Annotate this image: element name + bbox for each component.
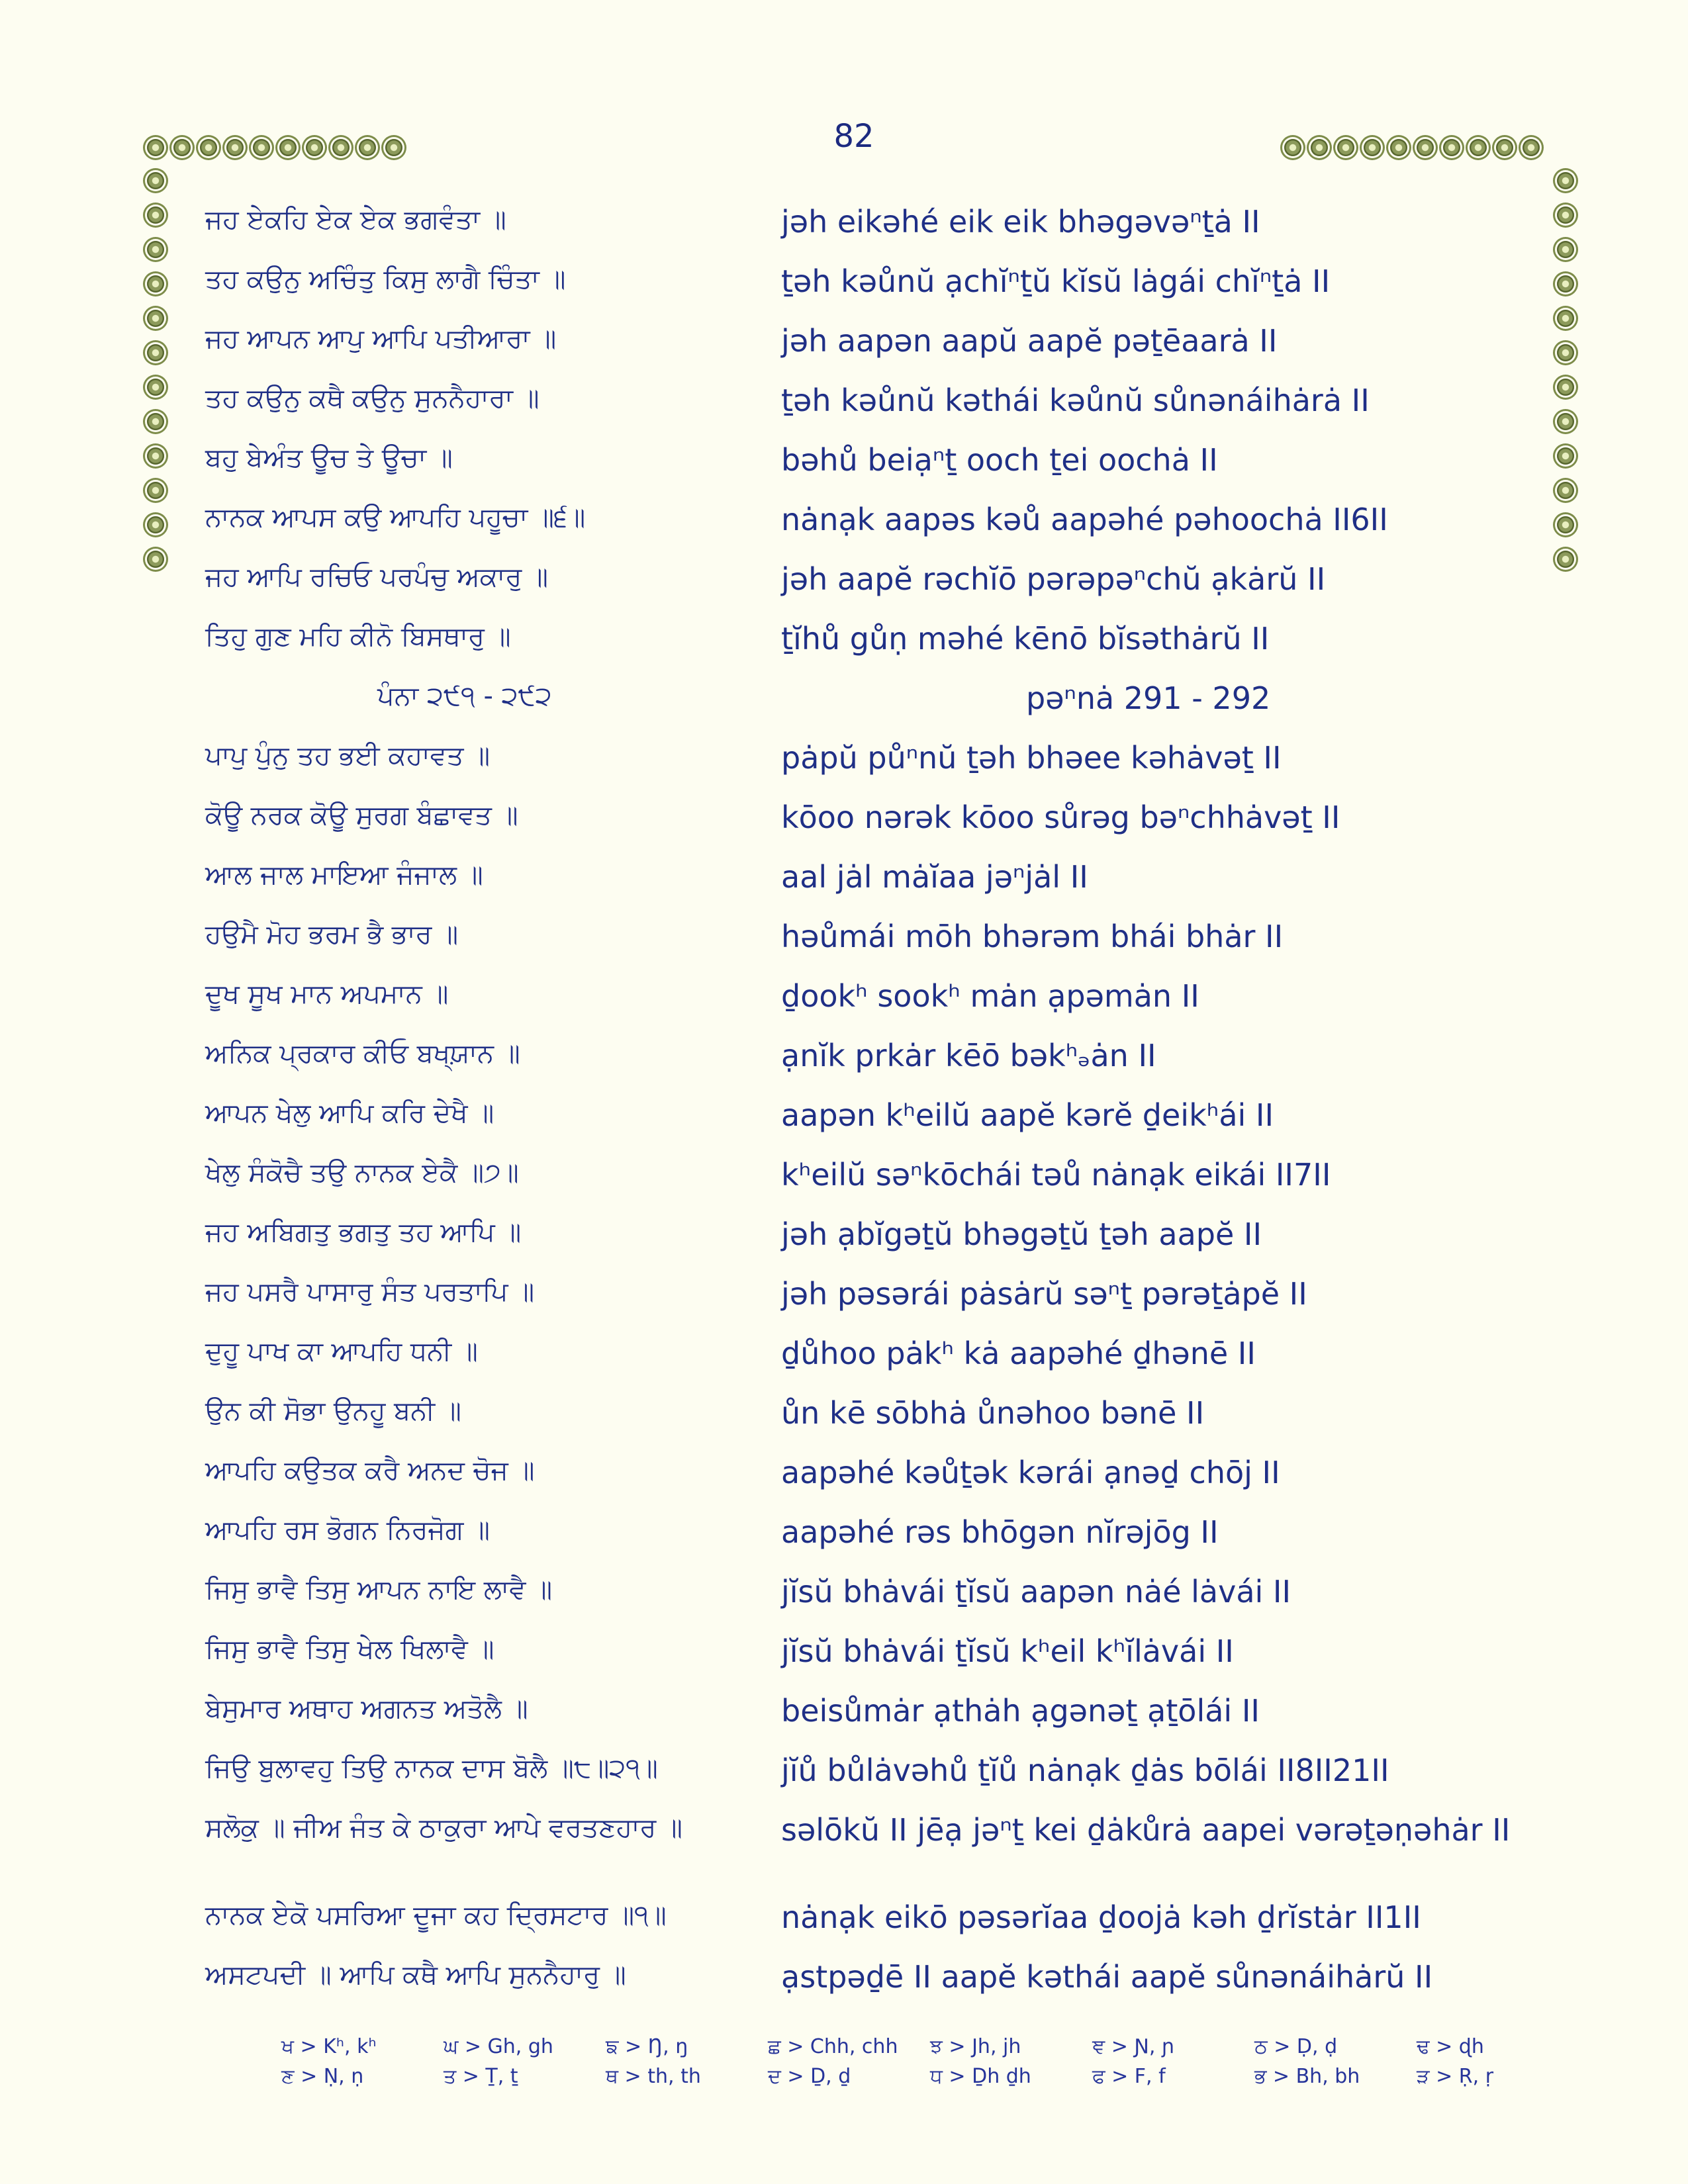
flower-icon — [147, 413, 164, 430]
gurmukhi-text: ਦੂਖ ਸੂਖ ਮਾਨ ਅਪਮਾਨ ॥ — [205, 979, 449, 1009]
transliteration-text: beisůmȧr ạthȧh ạgənəṯ ạṯōlái II — [781, 1693, 1260, 1729]
gurmukhi-text: ਜਹ ਪਸਰੈ ਪਾਸਾਰੁ ਸੰਤ ਪਰਤਾਪਿ ॥ — [205, 1277, 535, 1307]
legend-item: ਠ > Ḍ, ḍ — [1254, 2035, 1338, 2058]
flower-icon — [147, 482, 164, 499]
gurmukhi-text: ਆਪਹਿ ਰਸ ਭੋਗਨ ਨਿਰਜੋਗ ॥ — [205, 1515, 491, 1545]
transliteration-text: bəhů beiạⁿṯ ooch ṯei oochȧ II — [781, 442, 1218, 478]
flower-icon — [1557, 482, 1574, 499]
gurmukhi-text: ਜਹ ਆਪਿ ਰਚਿਓ ਪਰਪੰਚੁ ਅਕਾਰੁ ॥ — [205, 562, 548, 592]
gurmukhi-text: ਜਹ ਆਪਨ ਆਪੁ ਆਪਿ ਪਤੀਆਰਾ ॥ — [205, 324, 557, 354]
verse-line — [205, 1810, 1529, 1897]
flower-icon — [1337, 139, 1354, 156]
legend-item: ਭ > Bh, bh — [1254, 2065, 1360, 2088]
flower-icon — [1470, 139, 1487, 156]
flower-icon — [1523, 139, 1540, 156]
gurmukhi-text: ਜਹ ਅਬਿਗਤੁ ਭਗਤੁ ਤਹ ਆਪਿ ॥ — [205, 1217, 522, 1248]
gurmukhi-text: ਤਿਹੁ ਗੁਣ ਮਹਿ ਕੀਨੋ ਬਿਸਥਾਰੁ ॥ — [205, 621, 511, 652]
flower-icon — [147, 310, 164, 327]
verse-line — [205, 1751, 1529, 1810]
transliteration-text: kōoo nərək kōoo sůrəg bəⁿchhȧvəṯ II — [781, 799, 1340, 835]
gurmukhi-text: ਤਹ ਕਉਨੁ ਕਥੈ ਕਉਨੁ ਸੁਨਨੈਹਾਰਾ ॥ — [205, 383, 539, 414]
transliteration-text: jĭů bůlȧvəhů ṯĭů nȧnạk ḏȧs bōlái II8II21II — [781, 1752, 1389, 1788]
transliteration-text: ạnĭk prkȧr kēō bəkʰₔȧn II — [781, 1038, 1156, 1073]
transliteration-text: jəh aapĕ rəchĭō pərəpəⁿchŭ ạkȧrŭ II — [781, 561, 1326, 597]
transliteration-text: kʰeilŭ səⁿkōchái təů nȧnạk eikái II7II — [781, 1157, 1331, 1193]
transliteration-text: ṯĭhů gůṇ məhé kēnō bĭsəthȧrŭ II — [781, 621, 1270, 657]
gurmukhi-text: ਆਪਹਿ ਕਉਤਕ ਕਰੈ ਅਨਦ ਚੋਜ ॥ — [205, 1455, 535, 1486]
transliteration-text: ṯəh kəůnŭ kəthái kəůnŭ sůnənáihȧrȧ II — [781, 383, 1370, 418]
flower-icon — [1390, 139, 1407, 156]
gurmukhi-text: ਅਨਿਕ ਪ੍ਰਕਾਰ ਕੀਓ ਬਖ੍ਯ਼ਾਨ ॥ — [205, 1038, 520, 1069]
flower-icon — [1557, 275, 1574, 293]
transliteration-text: aal jȧl mȧĭaa jəⁿjȧl II — [781, 859, 1088, 895]
flower-icon — [1284, 139, 1301, 156]
gurmukhi-text: ਅਸਟਪਦੀ ॥ ਆਪਿ ਕਥੈ ਆਪਿ ਸੁਨਨੈਹਾਰੁ ॥ — [205, 1960, 626, 1990]
flower-icon — [385, 139, 402, 156]
verse-line — [205, 1512, 1529, 1572]
flower-icon — [1557, 310, 1574, 327]
flower-icon — [147, 551, 164, 568]
gurmukhi-text: ਉਨ ਕੀ ਸੋਭਾ ਉਨਹੂ ਬਨੀ ॥ — [205, 1396, 461, 1426]
verse-line — [205, 1957, 1529, 2017]
flower-icon — [147, 344, 164, 361]
flower-icon — [359, 139, 376, 156]
gurmukhi-text: ਸਲੋਕੁ ॥ ਜੀਅ ਜੰਤ ਕੇ ਠਾਕੁਰਾ ਆਪੇ ਵਰਤਣਹਾਰ ॥ — [205, 1813, 682, 1843]
gurmukhi-text: ਜਿਸੁ ਭਾਵੈ ਤਿਸੁ ਆਪਨ ਨਾਇ ਲਾਵੈ ॥ — [205, 1574, 553, 1605]
border-top-right — [1284, 139, 1540, 156]
flower-icon — [1364, 139, 1381, 156]
transliteration-text: jəh eikəhé eik eik bhəgəvəⁿṯȧ II — [781, 204, 1260, 240]
transliteration-text: jĭsŭ bhȧvái ṯĭsŭ aapən nȧé lȧvái II — [781, 1574, 1291, 1610]
flower-icon — [1496, 139, 1513, 156]
flower-icon — [1417, 139, 1434, 156]
gurmukhi-text: ਜਹ ਏਕਹਿ ਏਕ ਏਕ ਭਗਵੰਤਾ ॥ — [205, 205, 506, 235]
transliteration-text: ḏůhoo pȧkʰ kȧ aapəhé ḏhənē II — [781, 1336, 1256, 1371]
flower-icon — [1557, 447, 1574, 465]
border-top-left — [147, 139, 402, 156]
legend-item: ਢ > ɖh — [1417, 2035, 1484, 2058]
flower-icon — [253, 139, 270, 156]
verse-list — [205, 202, 1529, 2017]
transliteration-text: pȧpŭ půⁿnŭ ṯəh bhəee kəhȧvəṯ II — [781, 740, 1282, 776]
flower-icon — [147, 275, 164, 293]
transliteration-legend — [281, 2035, 1579, 2088]
flower-icon — [226, 139, 244, 156]
verse-line — [205, 857, 1529, 917]
gurmukhi-text: ਆਲ ਜਾਲ ਮਾਇਆ ਜੰਜਾਲ ॥ — [205, 860, 483, 890]
verse-line — [205, 976, 1529, 1036]
flower-icon — [1557, 172, 1574, 189]
legend-item: ਣ > Ṇ, ṇ — [281, 2065, 364, 2088]
transliteration-text: ḏookʰ sookʰ mȧn ạpəmȧn II — [781, 978, 1199, 1014]
flower-icon — [147, 516, 164, 533]
legend-item: ਫ > F, f — [1092, 2065, 1166, 2088]
verse-line — [205, 738, 1529, 797]
gurmukhi-text: ਖੇਲੁ ਸੰਕੋਚੈ ਤਉ ਨਾਨਕ ਏਕੈ ॥੭॥ — [205, 1158, 519, 1188]
verse-line — [205, 1453, 1529, 1512]
verse-line — [205, 797, 1529, 857]
flower-icon — [147, 172, 164, 189]
gurmukhi-text: ਪਾਪੁ ਪੁੰਨੁ ਤਹ ਭਈ ਕਹਾਵਤ ॥ — [205, 741, 491, 771]
flower-icon — [306, 139, 323, 156]
gurmukhi-text: ਨਾਨਕ ਏਕੋ ਪਸਰਿਆ ਦੂਜਾ ਕਹ ਦ੍ਰਿਸਟਾਰ ॥੧॥ — [205, 1900, 667, 1931]
gurmukhi-text: ਜਿਸੁ ਭਾਵੈ ਤਿਸੁ ਖੇਲ ਖਿਲਾਵੈ ॥ — [205, 1634, 494, 1664]
transliteration-text: jəh ạbĭgəṯŭ bhəgəṯŭ ṯəh aapĕ II — [781, 1216, 1262, 1252]
flower-icon — [1311, 139, 1328, 156]
gurmukhi-text: ਬੇਸੁਮਾਰ ਅਥਾਹ ਅਗਨਤ ਅਤੋਲੈ ॥ — [205, 1694, 528, 1724]
gurmukhi-text: ਆਪਨ ਖੇਲੁ ਆਪਿ ਕਰਿ ਦੇਖੈ ॥ — [205, 1098, 494, 1128]
legend-item: ਤ > Ṯ, ṯ — [444, 2065, 518, 2088]
verse-line — [205, 619, 1529, 678]
gurmukhi-text: ਤਹ ਕਉਨੁ ਅਚਿੰਤੁ ਕਿਸੁ ਲਾਗੈ ਚਿੰਤਾ ॥ — [205, 264, 566, 295]
transliteration-text: həůmái mōh bhərəm bhái bhȧr II — [781, 919, 1284, 954]
flower-icon — [1443, 139, 1460, 156]
border-right — [1557, 172, 1574, 568]
verse-line — [205, 261, 1529, 321]
flower-icon — [147, 241, 164, 258]
transliteration-text: nȧnạk aapəs kəů aapəhé pəhoochȧ II6II — [781, 502, 1388, 537]
flower-icon — [332, 139, 350, 156]
transliteration-text: nȧnạk eikō pəsərĭaa ḏoojȧ kəh ḏrĭstȧr II1II — [781, 1899, 1421, 1935]
transliteration-text: səlōkŭ II jēạ jəⁿṯ kei ḏȧkůrȧ aapei vərəṯəṇəhȧr II — [781, 1812, 1511, 1848]
verse-line — [205, 1631, 1529, 1691]
verse-line — [205, 440, 1529, 500]
verse-line — [205, 500, 1529, 559]
transliteration-text: jəh pəsərái pȧsȧrŭ səⁿṯ pərəṯȧpĕ II — [781, 1276, 1307, 1312]
legend-item: ਦ > Ḏ, ḏ — [768, 2065, 851, 2088]
transliteration-text: ůn kē sōbhȧ ůnəhoo bənē II — [781, 1395, 1205, 1431]
flower-icon — [279, 139, 297, 156]
transliteration-text: aapəhé kəůṯək kərái ạnəḏ chōj II — [781, 1455, 1280, 1490]
flower-icon — [200, 139, 217, 156]
legend-item: ਖ > Kʰ, kʰ — [281, 2035, 377, 2058]
verse-line — [205, 1095, 1529, 1155]
legend-item: ੜ > Ṛ, ṛ — [1417, 2065, 1494, 2088]
verse-line — [205, 381, 1529, 440]
legend-item: ਥ > th, th — [606, 2065, 701, 2088]
flower-icon — [147, 139, 164, 156]
legend-item: ਙ > Ŋ, ŋ — [606, 2035, 688, 2058]
flower-icon — [1557, 516, 1574, 533]
flower-icon — [173, 139, 191, 156]
border-left — [147, 172, 164, 568]
flower-icon — [1557, 206, 1574, 224]
verse-line — [205, 1897, 1529, 1957]
flower-icon — [147, 206, 164, 224]
gurmukhi-page-range: ਪੰਨਾ ੨੯੧ - ੨੯੨ — [377, 681, 552, 711]
verse-line — [205, 1036, 1529, 1095]
legend-item: ਧ > Ḏh ḏh — [930, 2065, 1031, 2088]
transliteration-text: ạstpəḏē II aapĕ kəthái aapĕ sůnənáihȧrŭ II — [781, 1959, 1433, 1995]
verse-line — [205, 1691, 1529, 1751]
page-range-heading — [205, 678, 1529, 738]
gurmukhi-text: ਦੁਹੂ ਪਾਖ ਕਾ ਆਪਹਿ ਧਨੀ ॥ — [205, 1336, 478, 1367]
verse-line — [205, 1155, 1529, 1214]
gurmukhi-text: ਹਉਮੈ ਮੋਹ ਭਰਮ ਭੈ ਭਾਰ ॥ — [205, 919, 459, 950]
verse-line — [205, 1274, 1529, 1334]
transliteration-text: aapəhé rəs bhōgən nĭrəjōg II — [781, 1514, 1219, 1550]
gurmukhi-text: ਕੋਊ ਨਰਕ ਕੋਊ ਸੁਰਗ ਬੰਛਾਵਤ ॥ — [205, 800, 518, 831]
verse-line — [205, 202, 1529, 261]
flower-icon — [1557, 241, 1574, 258]
transliteration-text: jĭsŭ bhȧvái ṯĭsŭ kʰeil kʰĭlȧvái II — [781, 1633, 1234, 1669]
gurmukhi-text: ਬਹੁ ਬੇਅੰਤ ਊਚ ਤੇ ਊਚਾ ॥ — [205, 443, 453, 473]
flower-icon — [1557, 379, 1574, 396]
page-number: 82 — [833, 118, 874, 155]
legend-item: ਛ > Chh, chh — [768, 2035, 898, 2058]
page-range: pəⁿnȧ 291 - 292 — [1026, 680, 1271, 716]
flower-icon — [1557, 413, 1574, 430]
legend-item: ਞ > Ɲ, ɲ — [1092, 2035, 1175, 2058]
verse-line — [205, 1393, 1529, 1453]
verse-line — [205, 559, 1529, 619]
flower-icon — [147, 379, 164, 396]
flower-icon — [147, 447, 164, 465]
verse-line — [205, 1572, 1529, 1631]
gurmukhi-text: ਨਾਨਕ ਆਪਸ ਕਉ ਆਪਹਿ ਪਹੂਚਾ ॥੬॥ — [205, 502, 586, 533]
gurmukhi-text: ਜਿਉ ਬੁਲਾਵਹੁ ਤਿਉ ਨਾਨਕ ਦਾਸ ਬੋਲੈ ॥੮॥੨੧॥ — [205, 1753, 658, 1784]
verse-line — [205, 1334, 1529, 1393]
legend-item: ਘ > Gh, gh — [444, 2035, 553, 2058]
transliteration-text: jəh aapən aapŭ aapĕ pəṯēaarȧ II — [781, 323, 1278, 359]
transliteration-text: aapən kʰeilŭ aapĕ kərĕ ḏeikʰái II — [781, 1097, 1274, 1133]
verse-line — [205, 917, 1529, 976]
verse-line — [205, 1214, 1529, 1274]
flower-icon — [1557, 551, 1574, 568]
flower-icon — [1557, 344, 1574, 361]
verse-line — [205, 321, 1529, 381]
transliteration-text: ṯəh kəůnŭ ạchĭⁿṯŭ kĭsŭ lȧgái chĭⁿṯȧ II — [781, 263, 1331, 299]
legend-item: ਝ > Jh, jh — [930, 2035, 1021, 2058]
